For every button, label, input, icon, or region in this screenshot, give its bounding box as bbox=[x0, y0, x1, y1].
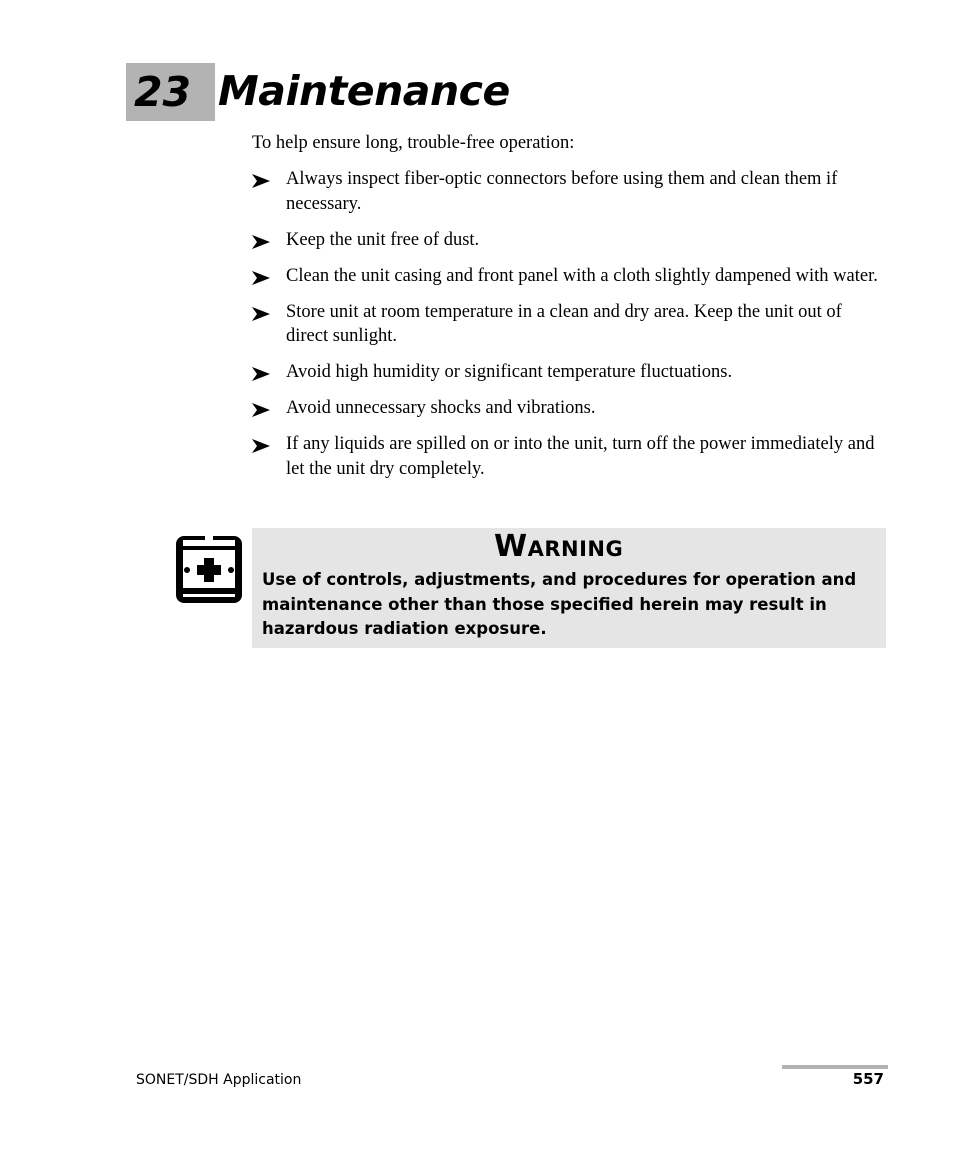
list-item-text: Avoid unnecessary shocks and vibrations. bbox=[286, 398, 596, 418]
list-item-text: Clean the unit casing and front panel with a cloth slightly dampened with water. bbox=[286, 265, 878, 286]
arrow-bullet-icon bbox=[252, 271, 270, 285]
warning-text: Use of controls, adjustments, and procedures for operation and maintenance other than those specified herein may result in hazardous radiation exposure. bbox=[262, 570, 857, 638]
list-item bbox=[252, 432, 882, 481]
arrow-bullet-icon bbox=[252, 307, 270, 321]
list-item bbox=[252, 228, 882, 253]
list-item bbox=[252, 167, 882, 216]
list-item-text: Always inspect fiber-optic connectors before using them and clean them if necessary. bbox=[286, 169, 838, 214]
list-item-text: Keep the unit free of dust. bbox=[286, 229, 480, 250]
arrow-bullet-icon bbox=[252, 174, 270, 188]
ambulance-warning-icon bbox=[175, 534, 243, 604]
list-item bbox=[252, 360, 882, 385]
arrow-bullet-icon bbox=[252, 403, 270, 417]
intro-text: To help ensure long, trouble-free operation: bbox=[252, 133, 575, 153]
chapter-number-box bbox=[126, 63, 215, 121]
maintenance-bullet-list bbox=[252, 167, 882, 493]
arrow-bullet-icon bbox=[252, 367, 270, 381]
list-item bbox=[252, 300, 882, 349]
footer-document-title: SONET/SDH Application bbox=[136, 1072, 302, 1088]
warning-box bbox=[252, 528, 886, 648]
arrow-bullet-icon bbox=[252, 439, 270, 453]
chapter-title: Maintenance bbox=[218, 67, 510, 115]
list-item-text: If any liquids are spilled on or into the unit, turn off the power immediately and let the unit dry completely. bbox=[286, 434, 875, 479]
list-item bbox=[252, 396, 882, 421]
arrow-bullet-icon bbox=[252, 235, 270, 249]
list-item bbox=[252, 264, 882, 289]
page-number: 557 bbox=[852, 1070, 884, 1088]
list-item-text: Avoid high humidity or significant temperature fluctuations. bbox=[286, 362, 733, 382]
list-item-text: Store unit at room temperature in a clean and dry area. Keep the unit out of direct sunlight. bbox=[286, 301, 842, 346]
chapter-number: 23 bbox=[134, 68, 192, 116]
warning-title: Warning bbox=[494, 529, 624, 564]
